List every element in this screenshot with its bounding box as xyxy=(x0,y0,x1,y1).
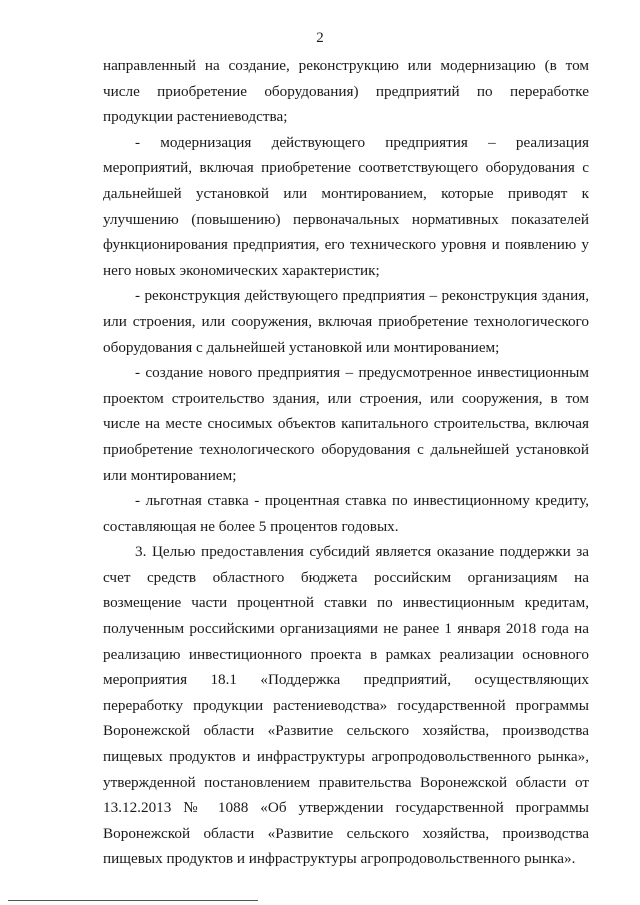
paragraph-reconstruction-definition: - реконструкция действующего предприятия – реконструкция здания, или строения, или сооружения, включая приобретение технологического оборудования с дальнейшей установкой или монтированием; xyxy=(103,287,589,356)
page-number: 2 xyxy=(316,30,324,46)
paragraph-subsidy-purpose: 3. Целью предоставления субсидий является оказание поддержки за счет средств областного бюджета российским организациям на возмещение части процентной ставки по инвестиционным кредитам, полученным российскими организациями не ранее 1 января 2018 года на реализацию инвестиционного проекта в рамках реализации основного мероприятия 18.1 «Поддержка предприятий, осуществляющих переработку продукции растениеводства» государственной программы Воронежской области «Развитие сельского хозяйства, производства пищевых продуктов и инфраструктуры агропродовольственного рынка», утвержденной постановлением правительства Воронежской области от 13.12.2013 № 1088 «Об утверждении государственной программы Воронежской области «Развитие сельского хозяйства, производства пищевых продуктов и инфраструктуры агропродовольственного рынка». xyxy=(103,543,589,868)
paragraph-continuation: направленный на создание, реконструкцию или модернизацию (в том числе приобретение оборудования) предприятий по переработке продукции растениеводства; xyxy=(103,57,589,126)
footer-divider xyxy=(8,900,258,901)
paragraph-modernization-definition: - модернизация действующего предприятия – реализация мероприятий, включая приобретение соответствующего оборудования с дальнейшей установкой или монтированием, которые приводят к улучшению (повышению) первоначальных нормативных показателей функционирования предприятия, его технического уровня и появлению у него новых экономических характеристик; xyxy=(103,133,589,279)
document-body xyxy=(103,53,589,872)
paragraph-preferential-rate-definition: - льготная ставка - процентная ставка по инвестиционному кредиту, составляющая не более 5 процентов годовых. xyxy=(103,492,589,535)
paragraph-new-enterprise-definition: - создание нового предприятия – предусмотренное инвестиционным проектом строительство здания, или строения, или сооружения, в том числе на месте сносимых объектов капитального строительства, включая приобретение технологического оборудования с дальнейшей установкой или монтированием; xyxy=(103,364,589,484)
